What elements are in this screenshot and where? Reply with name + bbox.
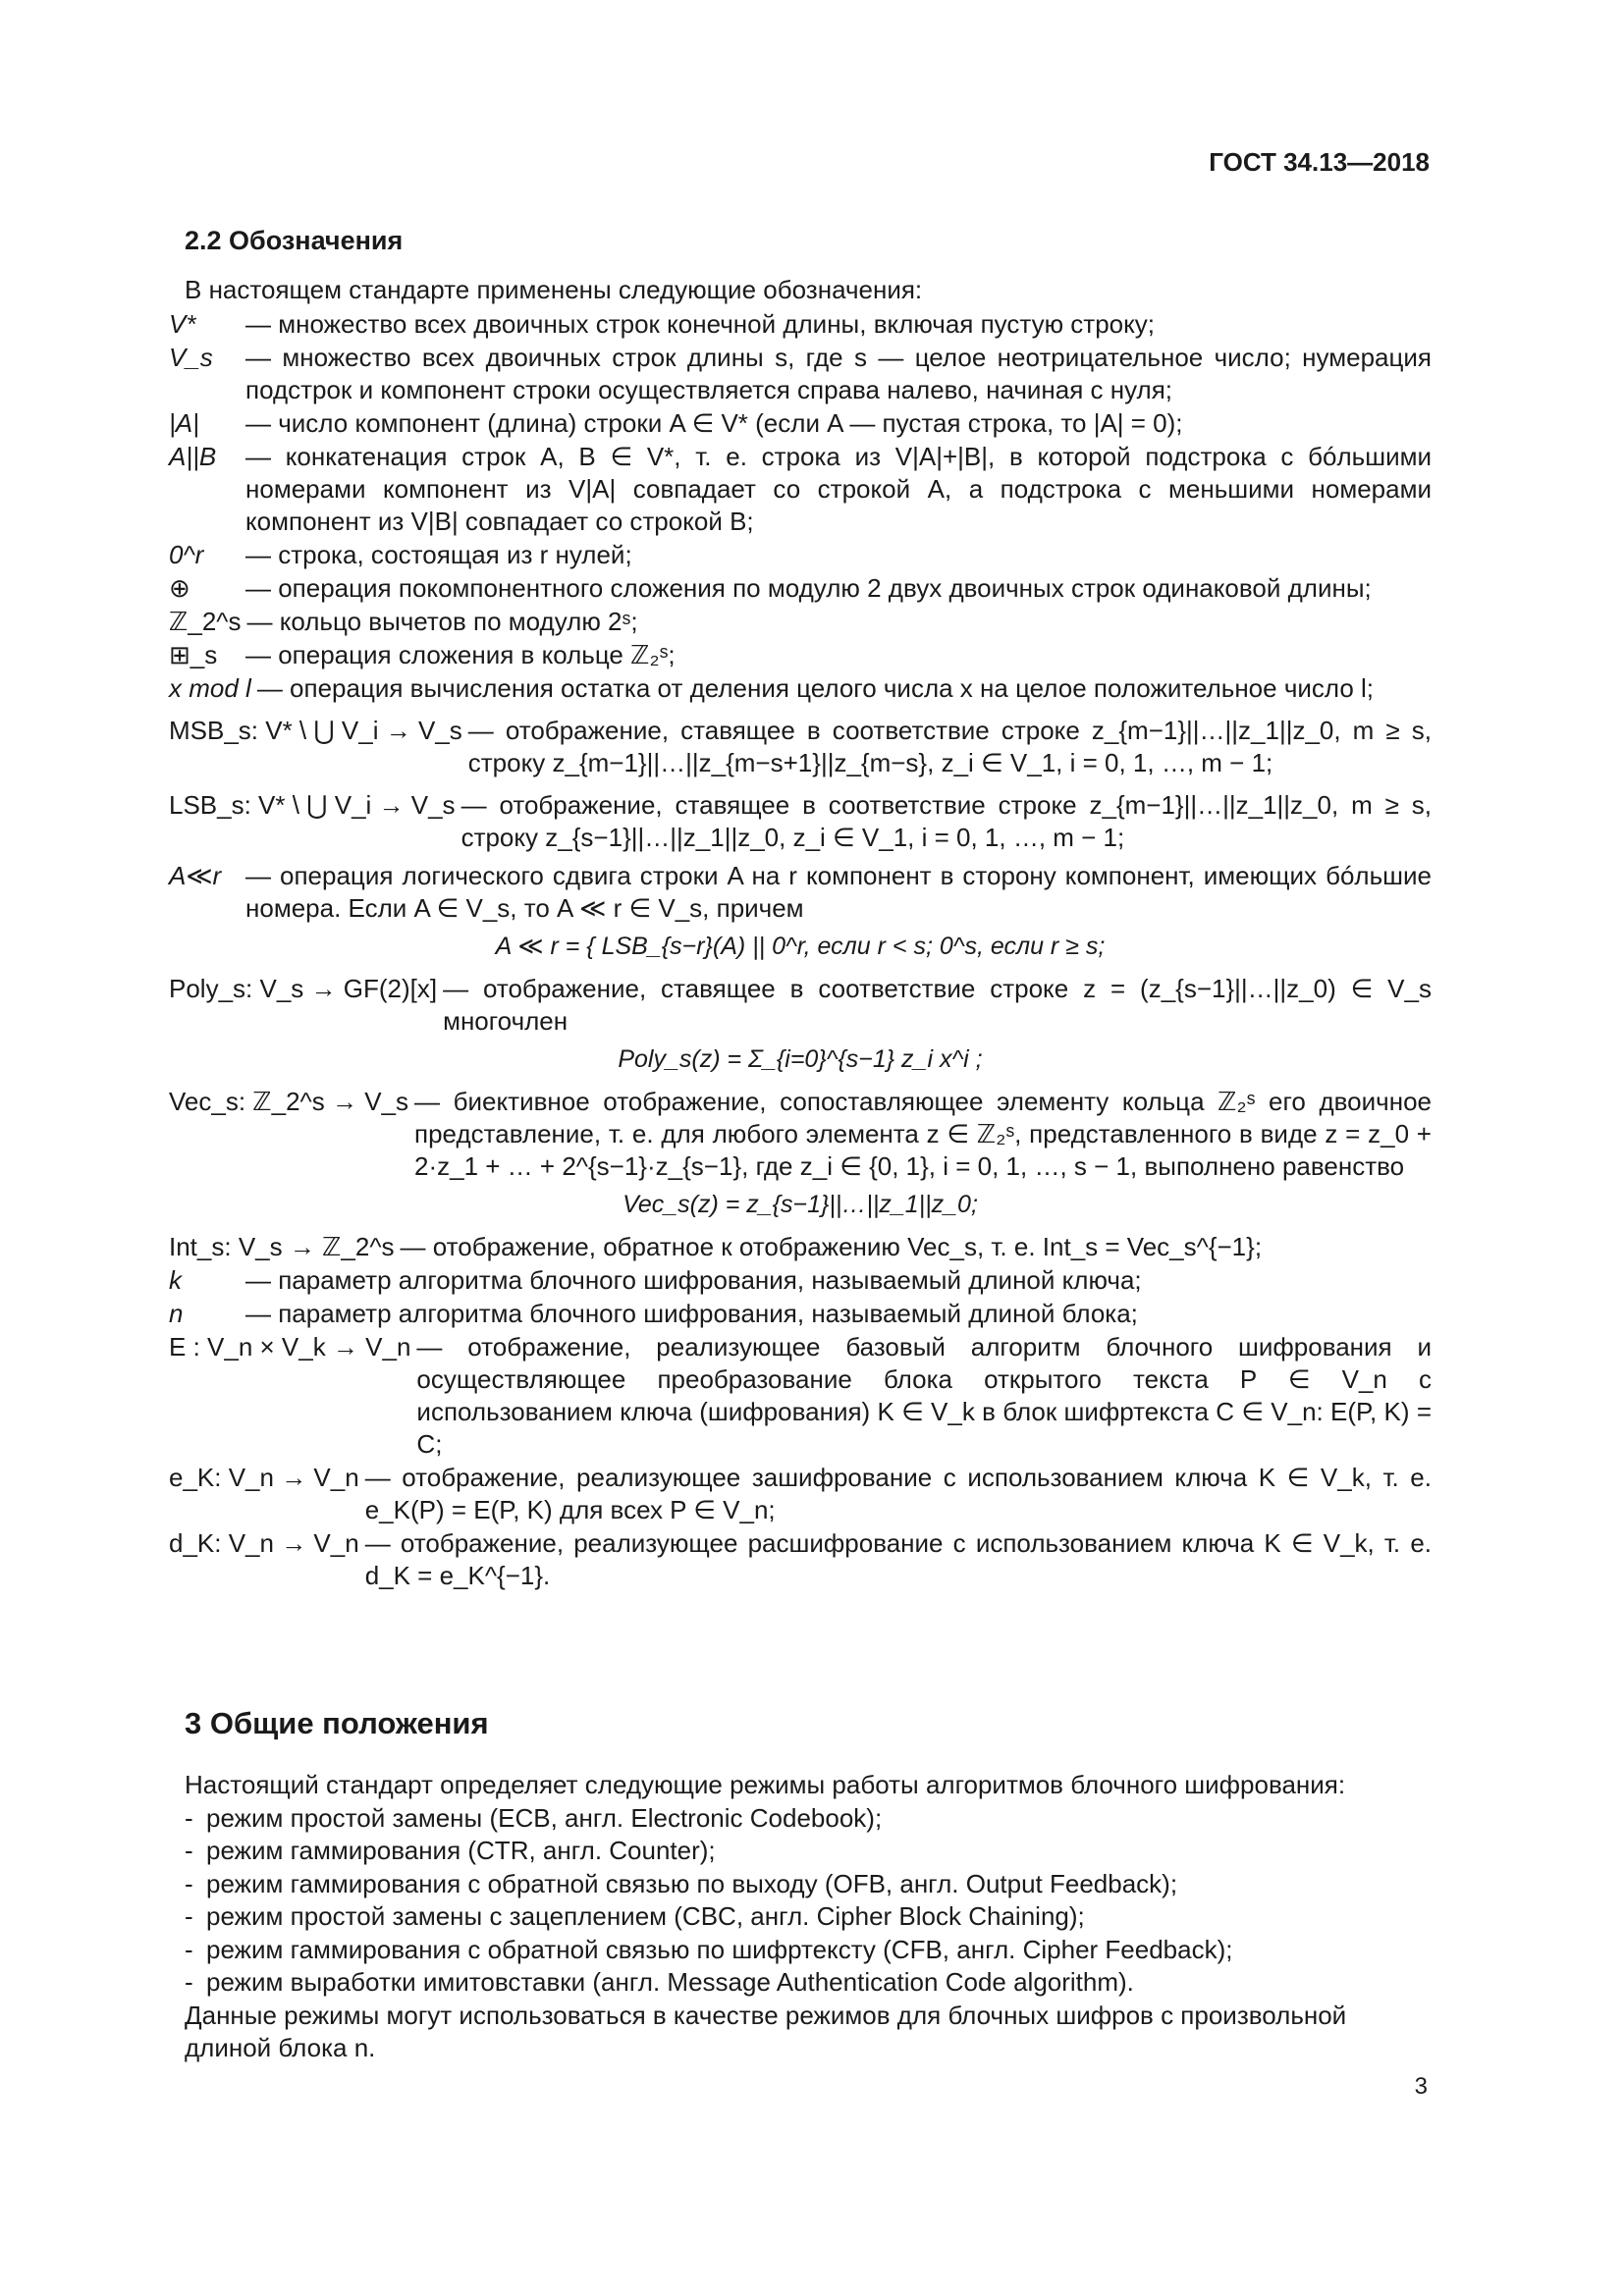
definition-row [169, 407, 1432, 440]
definition-row [169, 860, 1432, 925]
definition-row [169, 639, 1432, 671]
definition-row [169, 308, 1432, 341]
mode-label: режим гаммирования с обратной связью по выходу (OFB, англ. Output Feedback); [206, 1868, 1178, 1898]
definition-text: — кольцо вычетов по модулю 2ˢ; [246, 607, 638, 636]
poly-formula: Poly_s(z) = Σ_{i=0}^{s−1} z_i x^i ; [618, 1045, 983, 1073]
definition-symbol: Int_s: V_s → ℤ_2^s [169, 1232, 395, 1261]
bullet-dash: - [185, 1901, 193, 1931]
definition-text: — операция покомпонентного сложения по модулю 2 двух двоичных строк одинаковой длины; [245, 573, 1372, 603]
definition-text: — параметр алгоритма блочного шифрования, называемый длиной блока; [245, 1299, 1138, 1328]
definition-text: — отображение, реализующее зашифрование с использованием ключа K ∈ V_k, т. е. e_K(P) = E(P, K) для всех P ∈ V_n; [364, 1463, 1432, 1524]
definition-symbol: 0^r [169, 540, 204, 569]
bullet-dash: - [185, 1934, 193, 1964]
section-2-2-title: 2.2 Обозначения [185, 226, 404, 255]
definition-symbol: V* [169, 309, 196, 339]
section-3-closing-text: Данные режимы могут использоваться в качестве режимов для блочных шифров с произвольной длиной блока n. [185, 2000, 1347, 2062]
definition-row [169, 572, 1432, 605]
definition-row [169, 1462, 1432, 1526]
definition-row [169, 973, 1432, 1038]
definition-symbol: A≪r [169, 861, 222, 890]
bullet-dash: - [185, 1868, 193, 1898]
definition-symbol: MSB_s: V* \ ⋃ V_i → V_s [169, 716, 462, 745]
definition-row [169, 1264, 1432, 1297]
definition-text: — отображение, ставящее в соответствие строке z = (z_{s−1}||…||z_0) ∈ V_s многочлен [443, 974, 1432, 1036]
definition-text: — отображение, реализующее базовый алгоритм блочного шифрования и осуществляющее преобразование блока открытого текста P ∈ V_n с использованием ключа (шифрования) K ∈ V_k в блок шифртекста C ∈ V_n: E(P, K) = C; [416, 1332, 1432, 1459]
definition-text: — отображение, ставящее в соответствие строке z_{m−1}||…||z_1||z_0, m ≥ s, строку z_{s−1}||…||z_1||z_0, z_i ∈ V_1, i = 0, 1, …, m − 1; [460, 790, 1432, 852]
vec-formula: Vec_s(z) = z_{s−1}||…||z_1||z_0; [623, 1191, 978, 1218]
definition-text: — множество всех двоичных строк длины s, где s — целое неотрицательное число; нумерация подстрок и компонент строки осуществляется справа налево, начиная с нуля; [245, 343, 1432, 404]
definition-symbol: V_s [169, 343, 213, 372]
shift-formula: A ≪ r = { LSB_{s−r}(A) || 0^r, если r < s; 0^s, если r ≥ s; [495, 933, 1106, 960]
section-3-closing [116, 2000, 1432, 2065]
definition-symbol: ⊕ [169, 573, 190, 603]
definition-symbol: n [169, 1299, 184, 1328]
definition-text: — операция сложения в кольце ℤ₂ˢ; [245, 640, 676, 669]
mode-label: режим выработки имитовставки (англ. Message Authentication Code algorithm). [206, 1967, 1134, 1997]
list-item [185, 1900, 1432, 1934]
definition-row [169, 1231, 1432, 1263]
section-2-2-intro: В настоящем стандарте применены следующие обозначения: [185, 275, 923, 304]
list-item [185, 1802, 1432, 1836]
list-item [185, 1868, 1432, 1901]
section-3-title: 3 Общие положения [185, 1706, 489, 1740]
document-code: ГОСТ 34.13—2018 [1209, 147, 1430, 177]
definition-row [169, 1331, 1432, 1461]
definition-text: — операция логического сдвига строки A на r компонент в сторону компонент, имеющих бóльшие номера. Если A ∈ V_s, то A ≪ r ∈ V_s, причем [245, 861, 1432, 923]
mode-label: режим гаммирования с обратной связью по шифртексту (CFB, англ. Cipher Feedback); [206, 1934, 1233, 1964]
definition-symbol: Poly_s: V_s → GF(2)[x] [169, 974, 438, 1003]
definition-symbol: LSB_s: V* \ ⋃ V_i → V_s [169, 790, 456, 820]
definition-symbol: e_K: V_n → V_n [169, 1463, 359, 1492]
definition-text: — параметр алгоритма блочного шифрования, называемый длиной ключа; [245, 1265, 1142, 1295]
definition-symbol: x mod l [169, 673, 251, 703]
definition-text: — строка, состоящая из r нулей; [245, 540, 632, 569]
definition-row [169, 1086, 1432, 1183]
definition-row [169, 1298, 1432, 1330]
section-3-intro: Настоящий стандарт определяет следующие режимы работы алгоритмов блочного шифрования: [185, 1770, 1346, 1799]
definition-row [169, 606, 1432, 638]
definition-row [169, 539, 1432, 571]
definition-symbol: ℤ_2^s [169, 607, 242, 636]
bullet-dash: - [185, 1836, 193, 1865]
definition-text: — множество всех двоичных строк конечной длины, включая пустую строку; [245, 309, 1156, 339]
definition-row [169, 672, 1432, 705]
list-item [185, 1835, 1432, 1868]
definition-text: — операция вычисления остатка от деления целого числа x на целое положительное число l; [256, 673, 1375, 703]
definition-symbol: A||B [169, 442, 217, 471]
list-item [185, 1934, 1432, 1967]
mode-label: режим гаммирования (CTR, англ. Counter); [206, 1836, 716, 1865]
definition-symbol: ⊞_s [169, 640, 218, 669]
definition-text: — отображение, реализующее расшифрование с использованием ключа K ∈ V_k, т. е. d_K = e_K^{−1}. [364, 1528, 1432, 1590]
list-item [185, 1966, 1432, 2000]
section-3-body [185, 1769, 1432, 2065]
definition-row [169, 1527, 1432, 1592]
definition-text: — отображение, ставящее в соответствие строке z_{m−1}||…||z_1||z_0, m ≥ s, строку z_{m−1}||…||z_{m−s+1}||z_{m−s}, z_i ∈ V_1, i = 0, 1, …, m − 1; [467, 716, 1432, 777]
definitions-list [169, 308, 1432, 1593]
definition-row [169, 342, 1432, 406]
definition-row [169, 789, 1432, 854]
definition-row [169, 441, 1432, 538]
definition-text: — конкатенация строк A, B ∈ V*, т. е. строка из V|A|+|B|, в которой подстрока с бóльшими номерами компонент из V|A| совпадает со строкой A, а подстрока с меньшими номерами компонент из V|B| совпадает со строкой B; [245, 442, 1432, 536]
bullet-dash: - [185, 1802, 193, 1833]
mode-label: режим простой замены с зацеплением (CBC, англ. Cipher Block Chaining); [206, 1901, 1085, 1931]
mode-label: режим простой замены (ECB, англ. Electronic Codebook); [206, 1802, 883, 1833]
definition-text: — отображение, обратное к отображению Vec_s, т. е. Int_s = Vec_s^{−1}; [400, 1232, 1263, 1261]
definition-text: — число компонент (длина) строки A ∈ V* (если A — пустая строка, то |A| = 0); [245, 408, 1183, 438]
definition-symbol: E : V_n × V_k → V_n [169, 1332, 411, 1362]
definition-symbol: |A| [169, 408, 199, 438]
page-number: 3 [1414, 2073, 1428, 2100]
definition-symbol: Vec_s: ℤ_2^s → V_s [169, 1087, 409, 1116]
bullet-dash: - [185, 1967, 193, 1997]
definition-text: — биективное отображение, сопоставляющее элементу кольца ℤ₂ˢ его двоичное представление, т. е. для любого элемента z ∈ ℤ₂ˢ, представленного в виде z = z_0 + 2·z_1 + … + 2^{s−1}·z_{s−1}, где z_i ∈ {0, 1}, i = 0, 1, …, s − 1, выполнено равенство [414, 1087, 1432, 1181]
definition-row [169, 715, 1432, 779]
definition-symbol: d_K: V_n → V_n [169, 1528, 359, 1558]
definition-symbol: k [169, 1265, 182, 1295]
